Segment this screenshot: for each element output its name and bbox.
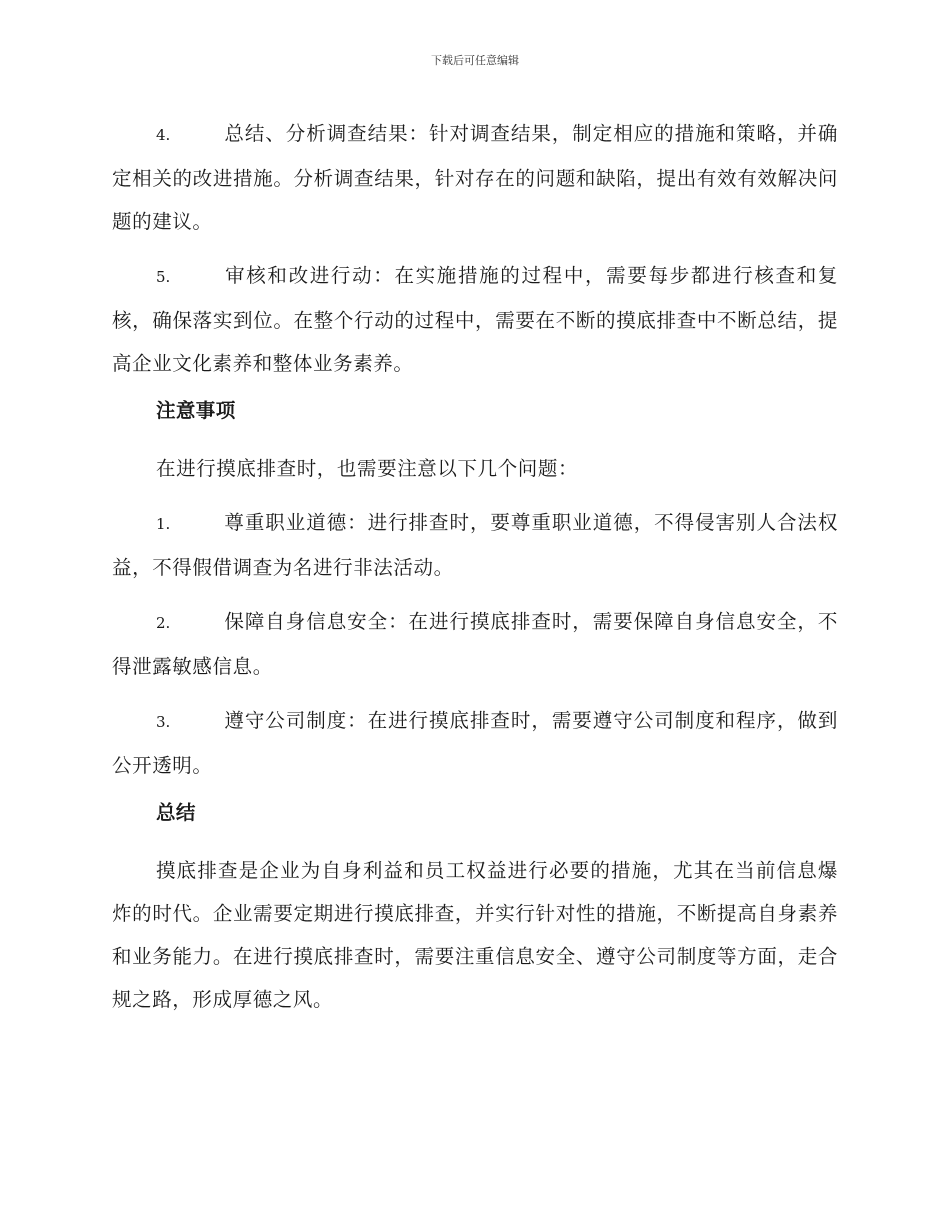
list-item-5 <box>112 254 838 385</box>
note-item-2 <box>112 600 838 688</box>
list-item-text: 审核和改进行动：在实施措施的过程中，需要每步都进行核查和复核，确保落实到位。在整个行动的过程中，需要在不断的摸底排查中不断总结，提高企业文化素养和整体业务素养。 <box>112 264 838 375</box>
list-item-text: 总结、分析调查结果：针对调查结果，制定相应的措施和策略，并确定相关的改进措施。分析调查结果，针对存在的问题和缺陷，提出有效有效解决问题的建议。 <box>112 122 838 233</box>
list-number: 4. <box>156 126 171 144</box>
page-header: 下载后可任意编辑 <box>431 54 519 67</box>
list-item-text: 保障自身信息安全：在进行摸底排查时，需要保障自身信息安全，不得泄露敏感信息。 <box>112 610 838 678</box>
summary-paragraph: 摸底排查是企业为自身利益和员工权益进行必要的措施，尤其在当前信息爆炸的时代。企业需要定期进行摸底排查，并实行针对性的措施，不断提高自身素养和业务能力。在进行摸底排查时，需要注重信息安全、遵守公司制度等方面，走合规之路，形成厚德之风。 <box>112 859 838 1011</box>
list-item-4 <box>112 112 838 243</box>
list-item-text: 尊重职业道德：进行排查时，要尊重职业道德，不得侵害别人合法权益，不得假借调查为名进行非法活动。 <box>112 511 838 579</box>
list-number: 1. <box>156 515 171 533</box>
notes-intro: 在进行摸底排查时，也需要注意以下几个问题： <box>156 457 579 480</box>
section-heading-summary: 总结 <box>156 801 196 824</box>
section-heading-notes: 注意事项 <box>156 399 236 422</box>
list-number: 2. <box>156 614 171 632</box>
list-number: 5. <box>156 268 171 286</box>
note-item-3 <box>112 699 838 787</box>
list-item-text: 遵守公司制度：在进行摸底排查时，需要遵守公司制度和程序，做到公开透明。 <box>112 709 838 777</box>
list-number: 3. <box>156 713 171 731</box>
document-body <box>112 112 838 1032</box>
note-item-1 <box>112 501 838 589</box>
